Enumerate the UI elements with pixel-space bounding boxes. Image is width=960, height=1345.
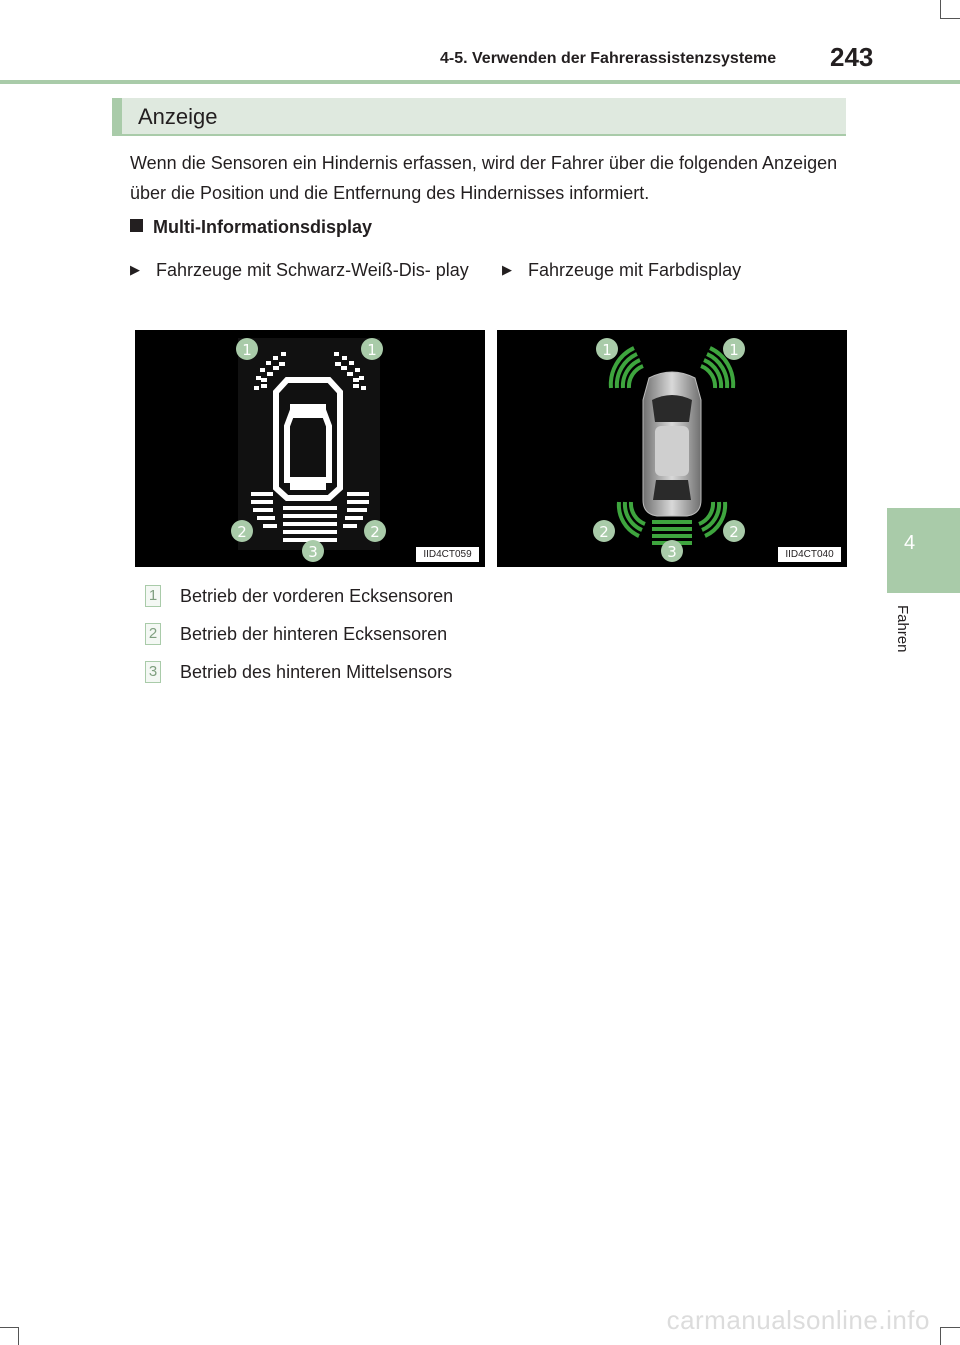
- svg-text:2: 2: [599, 523, 609, 541]
- callout-3: [302, 540, 324, 562]
- header-rule: [0, 80, 960, 84]
- variant-bw-display: [130, 255, 475, 285]
- svg-text:1: 1: [729, 341, 739, 359]
- svg-text:1: 1: [242, 341, 252, 359]
- legend-item-1: [145, 583, 545, 613]
- crop-mark: [940, 1327, 941, 1345]
- legend-number: 2: [145, 623, 161, 645]
- color-display-illustration: [497, 330, 847, 567]
- legend-number: 3: [145, 661, 161, 683]
- intro-paragraph: Wenn die Sensoren ein Hindernis erfassen, wird der Fahrer über die folgenden Anzeigen über die Position und die Entfernung des Hindernisses informiert.: [130, 153, 838, 203]
- figure-code: IID4CT040: [778, 547, 841, 562]
- chapter-tab: [887, 508, 960, 593]
- crop-mark: [0, 1327, 18, 1328]
- subheading: [130, 217, 372, 238]
- rear-right-sensor-arcs: [699, 502, 725, 536]
- callout-2-right: [364, 520, 386, 542]
- svg-text:2: 2: [370, 523, 380, 541]
- variant-color-display: [502, 255, 842, 285]
- callout-2-left: [231, 520, 253, 542]
- callout-1-left: [596, 338, 618, 360]
- crop-mark: [940, 1327, 960, 1328]
- callout-1-right: [361, 338, 383, 360]
- legend-text: Betrieb des hinteren Mittelsensors: [180, 662, 453, 682]
- svg-text:2: 2: [729, 523, 739, 541]
- callout-2-left: [593, 520, 615, 542]
- page-number: 243: [830, 42, 874, 72]
- legend-text: Betrieb der hinteren Ecksensoren: [180, 624, 448, 644]
- callout-1-right: [723, 338, 745, 360]
- rear-window: [290, 478, 326, 490]
- triangle-bullet-icon: ▶: [130, 262, 140, 277]
- subheading-text: Multi-Informationsdisplay: [153, 217, 373, 237]
- legend-text: Betrieb der vorderen Ecksensoren: [180, 586, 454, 606]
- windshield: [290, 404, 326, 418]
- watermark: carmanualsonline.info: [666, 1305, 930, 1335]
- triangle-bullet-icon: ▶: [502, 262, 512, 277]
- figure-code: IID4CT059: [416, 547, 479, 562]
- svg-text:2: 2: [237, 523, 247, 541]
- crop-mark: [940, 0, 941, 18]
- bw-display-illustration: [135, 330, 485, 567]
- svg-text:1: 1: [367, 341, 377, 359]
- legend-number: 1: [145, 585, 161, 607]
- legend-item-2: [145, 621, 545, 651]
- svg-text:1: 1: [602, 341, 612, 359]
- crop-mark: [940, 18, 960, 19]
- crop-mark: [18, 1327, 19, 1345]
- car-top-view-icon: [643, 372, 701, 516]
- running-header: 4-5. Verwenden der Fahrerassistenzsysteme: [440, 50, 777, 67]
- chapter-label: Fahren: [894, 605, 911, 653]
- variant-label: Fahrzeuge mit Farbdisplay: [528, 260, 742, 280]
- figure-bw-display: [135, 330, 485, 567]
- section-title: Anzeige: [138, 104, 218, 129]
- callout-1-left: [236, 338, 258, 360]
- variant-label: Fahrzeuge mit Schwarz-Weiß-Dis- play: [156, 260, 469, 280]
- figure-color-display: [497, 330, 847, 567]
- section-header: [112, 98, 846, 136]
- callout-3: [661, 540, 683, 562]
- callout-2-right: [723, 520, 745, 542]
- rear-left-sensor-arcs: [619, 502, 645, 536]
- svg-text:3: 3: [308, 543, 318, 561]
- chapter-number: 4: [903, 532, 916, 554]
- square-bullet-icon: [130, 219, 143, 232]
- legend-item-3: [145, 659, 545, 689]
- svg-text:3: 3: [667, 543, 677, 561]
